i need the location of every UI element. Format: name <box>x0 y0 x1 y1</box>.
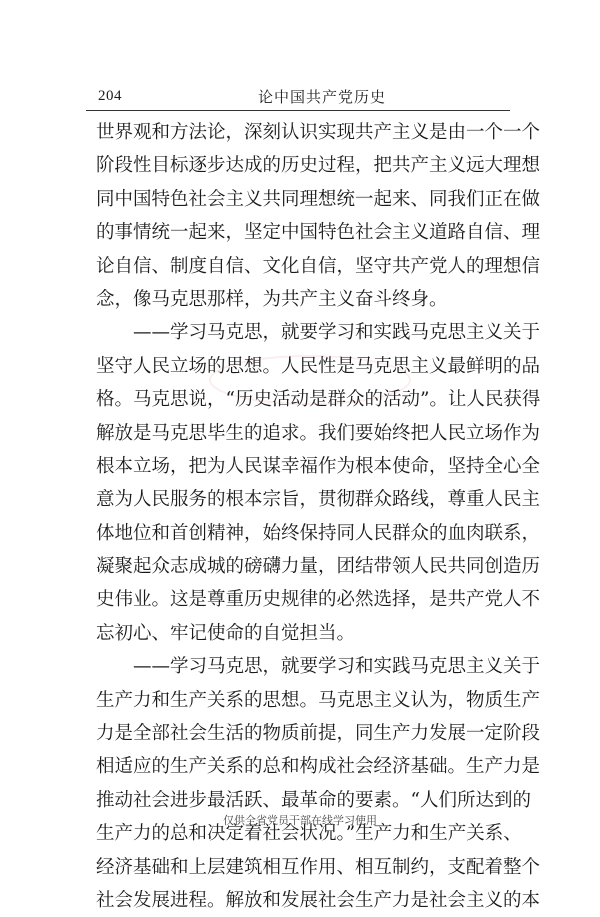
text-line: ——学习马克思，就要学习和实践马克思主义关于 <box>96 322 541 344</box>
text-line: ——学习马克思，就要学习和实践马克思主义关于 <box>96 656 541 678</box>
page-number: 204 <box>98 88 122 104</box>
text-line: 生产力和生产关系的思想。马克思主义认为，物质生产 <box>96 689 541 711</box>
text-line: 解放是马克思毕生的追求。我们要始终把人民立场作为 <box>96 422 541 444</box>
body-text <box>96 116 541 917</box>
footer-note: 仅供全省党员干部在线学习使用 <box>223 814 377 827</box>
text-line: 格。马克思说，“历史活动是群众的活动”。让人民获得 <box>96 389 541 411</box>
text-line: 坚守人民立场的思想。人民性是马克思主义最鲜明的品 <box>96 355 541 377</box>
header-rule <box>86 110 510 111</box>
text-line: 推动社会进步最活跃、最革命的要素。“人们所达到的 <box>96 789 531 811</box>
text-line: 相适应的生产关系的总和构成社会经济基础。生产力是 <box>96 756 541 778</box>
text-line: 忘初心、牢记使命的自觉担当。 <box>96 622 356 644</box>
text-line: 念，像马克思那样，为共产主义奋斗终身。 <box>96 288 448 310</box>
text-line: 同中国特色社会主义共同理想统一起来、同我们正在做 <box>96 188 541 210</box>
text-line: 阶段性目标逐步达成的历史过程，把共产主义远大理想 <box>96 155 541 177</box>
text-line: 史伟业。这是尊重历史规律的必然选择，是共产党人不 <box>96 589 541 611</box>
page-header <box>86 86 514 108</box>
text-line: 根本立场，把为人民谋幸福作为根本使命，坚持全心全 <box>96 455 541 477</box>
text-line: 体地位和首创精神，始终保持同人民群众的血肉联系， <box>96 522 541 544</box>
text-line: 社会发展进程。解放和发展社会生产力是社会主义的本 <box>96 889 541 911</box>
text-line: 世界观和方法论，深刻认识实现共产主义是由一个一个 <box>96 122 541 143</box>
text-line: 凝聚起众志成城的磅礴力量，团结带领人民共同创造历 <box>96 556 541 578</box>
text-line: 经济基础和上层建筑相互作用、相互制约，支配着整个 <box>96 856 541 878</box>
text-line: 生产力的总和决定着社会状况。”生产力和生产关系、 <box>96 823 522 845</box>
faint-watermark <box>200 350 420 410</box>
text-line: 的事情统一起来，坚定中国特色社会主义道路自信、理 <box>96 222 541 244</box>
text-line: 力是全部社会生活的物质前提，同生产力发展一定阶段 <box>96 723 541 745</box>
running-title: 论中国共产党历史 <box>258 88 387 106</box>
text-line: 意为人民服务的根本宗旨，贯彻群众路线，尊重人民主 <box>96 489 541 511</box>
text-line: 论自信、制度自信、文化自信，坚守共产党人的理想信 <box>96 255 541 277</box>
